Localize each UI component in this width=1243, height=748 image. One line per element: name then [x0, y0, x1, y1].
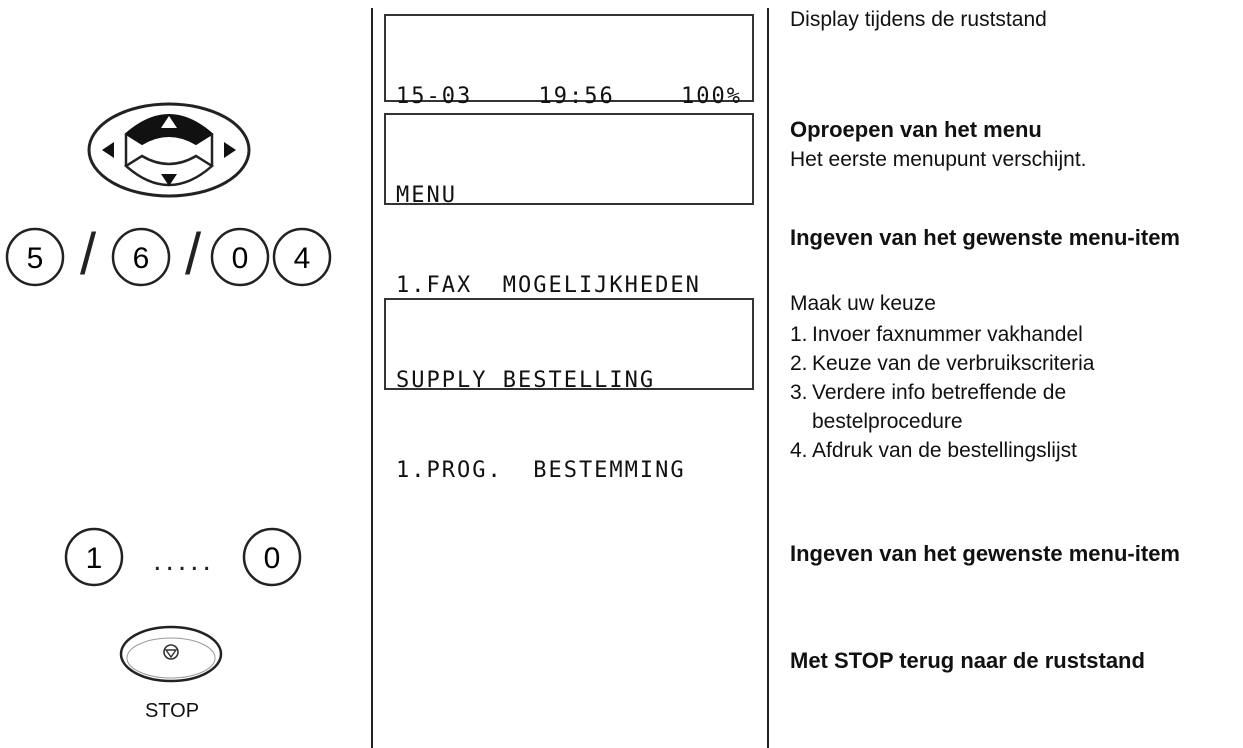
digit-key-4[interactable] [274, 229, 330, 285]
svg-text:0: 0 [263, 542, 281, 575]
lcd-menu-display [384, 113, 754, 298]
digit-key-6[interactable] [113, 229, 169, 285]
list-item: 3. Verdere info betreffende de bestelprocedure [790, 381, 1067, 433]
lcd-supply-line2: 1.PROG. BESTEMMING [396, 458, 686, 483]
digit-key-5[interactable] [7, 229, 63, 285]
list-item: 4. Afdruk van de bestellingslijst [790, 439, 1077, 462]
lcd-supply-line1: SUPPLY BESTELLING [396, 368, 656, 393]
range-dots: ..... [153, 544, 215, 577]
arrow-keypad-icon [86, 100, 252, 200]
svg-text:0: 0 [231, 242, 249, 275]
stop-key-icon[interactable] [118, 623, 224, 685]
svg-text:1: 1 [85, 542, 103, 575]
lcd-menu-line1: MENU [396, 183, 457, 208]
separator: / [79, 222, 97, 287]
range-keys [60, 522, 310, 592]
digit-key-0[interactable] [212, 229, 268, 285]
menu-subtext: Het eerste menupunt verschijnt. [790, 148, 1087, 171]
choice-list [790, 320, 1112, 465]
stop-instruction: Met STOP terug naar de ruststand [790, 648, 1145, 673]
lcd-idle-display [384, 14, 754, 109]
choice-heading: Maak uw keuze [790, 292, 936, 315]
svg-text:5: 5 [26, 242, 44, 275]
svg-text:4: 4 [293, 242, 311, 275]
menu-digit-keys [0, 222, 340, 292]
svg-text:6: 6 [132, 242, 150, 275]
lcd-date: 15-03 [396, 84, 473, 109]
idle-description: Display tijdens de ruststand [790, 8, 1047, 31]
column-divider-right [767, 8, 769, 748]
digit-key-1[interactable] [66, 529, 122, 585]
lcd-memory: 100% [681, 84, 742, 109]
column-divider-left [371, 8, 373, 748]
menu-heading: Oproepen van het menu [790, 117, 1042, 142]
enter-item-heading-1: Ingeven van het gewenste menu-item [790, 225, 1180, 250]
lcd-time: 19:56 [538, 84, 615, 109]
list-item: 1. Invoer faxnummer vakhandel [790, 323, 1083, 346]
lcd-menu-line2: 1.FAX MOGELIJKHEDEN [396, 273, 701, 298]
stop-label: STOP [144, 700, 200, 722]
list-item: 2. Keuze van de verbruikscriteria [790, 352, 1095, 375]
separator: / [184, 222, 202, 287]
digit-key-0-range[interactable] [244, 529, 300, 585]
lcd-supply-display [384, 298, 754, 483]
enter-item-heading-2: Ingeven van het gewenste menu-item [790, 541, 1180, 566]
